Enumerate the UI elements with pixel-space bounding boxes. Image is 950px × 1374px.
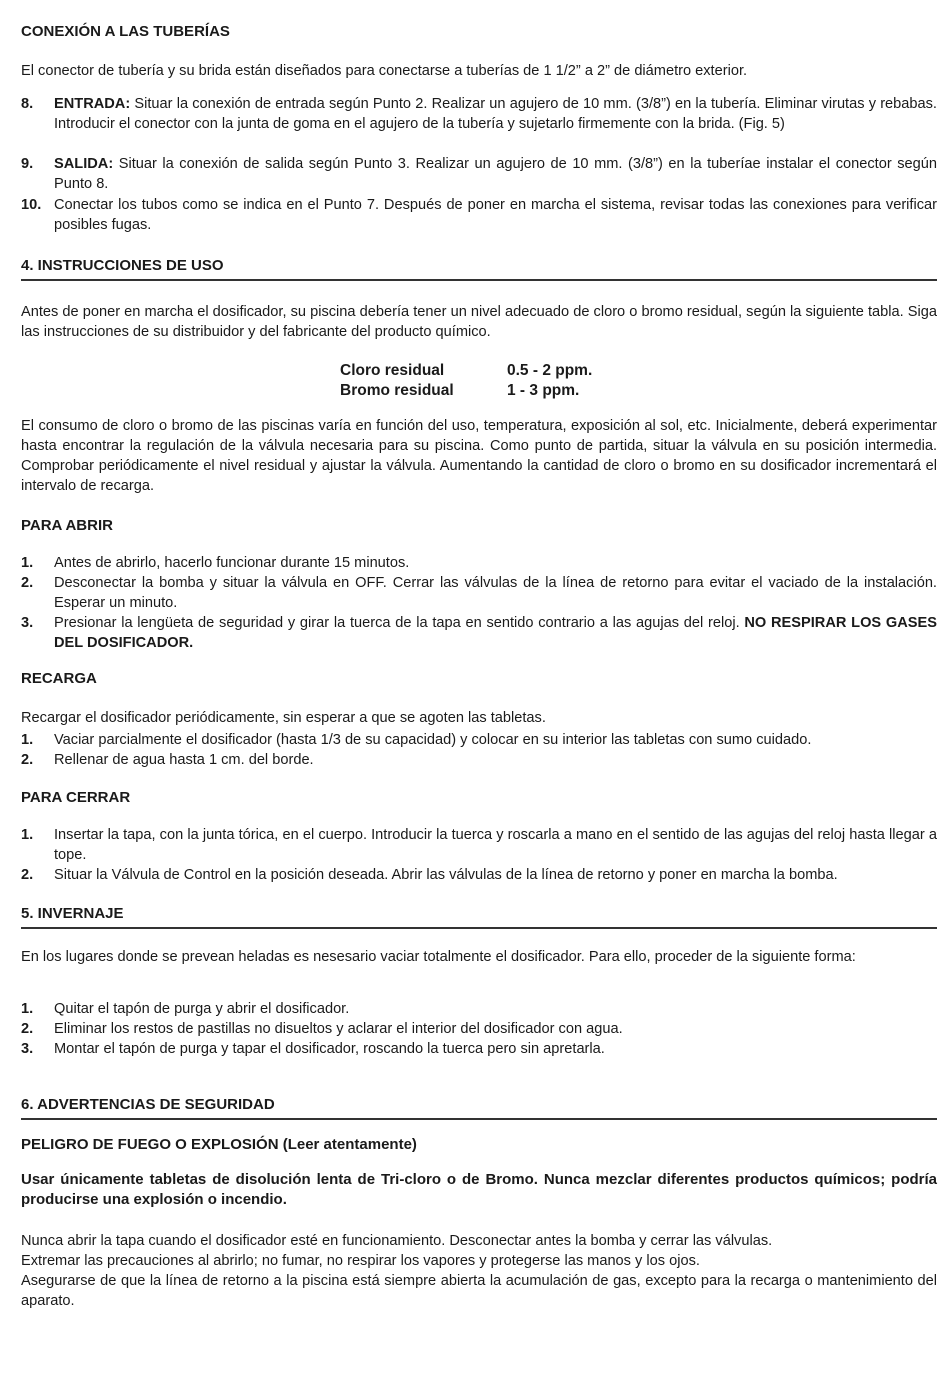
item-text: Desconectar la bomba y situar la válvula en OFF. Cerrar las válvulas de la línea de retorno para evitar el vaciado de la instalación. Esperar un minuto. — [54, 575, 937, 611]
item-number: 3. — [21, 1041, 34, 1057]
list-item — [21, 865, 937, 885]
list-item — [21, 1039, 937, 1059]
safety-line: Extremar las precauciones al abrirlo; no fumar, no respirar los vapores y protegerse las manos y los ojos. — [21, 1253, 700, 1269]
subheading-cerrar: PARA CERRAR — [21, 789, 131, 806]
subheading-abrir: PARA ABRIR — [21, 517, 113, 534]
item-label: SALIDA: — [54, 156, 114, 172]
table-label: Cloro residual — [340, 362, 445, 379]
list-item — [21, 195, 937, 235]
item-text: Rellenar de agua hasta 1 cm. del borde. — [54, 752, 314, 768]
table-label: Bromo residual — [340, 382, 454, 399]
list-item — [21, 553, 937, 573]
section-heading-uso: 4. INSTRUCCIONES DE USO — [21, 256, 937, 281]
safety-line: Nunca abrir la tapa cuando el dosificador esté en funcionamiento. Desconectar antes la bomba y cerrar las válvulas. — [21, 1233, 773, 1249]
item-number: 1. — [21, 1001, 34, 1017]
safety-warning: Usar únicamente tabletas de disolución lenta de Tri-cloro o de Bromo. Nunca mezclar diferentes productos químicos; podría producirse una explosión o incendio. — [21, 1171, 937, 1208]
list-item — [21, 154, 937, 194]
list-item — [21, 750, 937, 770]
subheading-peligro: PELIGRO DE FUEGO O EXPLOSIÓN (Leer atentamente) — [21, 1136, 417, 1153]
subheading-recarga: RECARGA — [21, 670, 97, 687]
table-value: 0.5 - 2 ppm. — [507, 362, 593, 379]
table-row — [340, 381, 592, 401]
uso-paragraph: El consumo de cloro o bromo de las piscinas varía en función del uso, temperatura, exposición al sol, etc. Inicialmente, deberá experimentar hasta encontrar la regulación de la válvula necesaria para su piscina. Como punto de partida, situar la válvula en su posición intermedia. Comprobar periódicamente el nivel residual y ajustar la válvula. Aumentando la cantidad de cloro o bromo en su dosificador incrementará el intervalo de recarga. — [21, 418, 937, 494]
item-text: Insertar la tapa, con la junta tórica, en el cuerpo. Introducir la tuerca y roscarla a mano en el sentido de las agujas del reloj hasta llegar a tope. — [54, 827, 937, 863]
item-number: 9. — [21, 156, 34, 172]
residual-table — [340, 361, 592, 401]
item-warning: NO RESPIRAR LOS GASES DEL DOSIFICADOR. — [54, 615, 938, 651]
list-item — [21, 613, 937, 653]
item-number: 1. — [21, 827, 34, 843]
item-text: Eliminar los restos de pastillas no disueltos y aclarar el interior del dosificador con agua. — [54, 1021, 623, 1037]
item-number: 3. — [21, 615, 34, 631]
item-number: 2. — [21, 867, 34, 883]
item-text: Quitar el tapón de purga y abrir el dosificador. — [54, 1001, 350, 1017]
item-label: ENTRADA: — [54, 96, 131, 112]
list-item — [21, 825, 937, 865]
section-heading-invernaje: 5. INVERNAJE — [21, 904, 937, 929]
safety-line: Asegurarse de que la línea de retorno a la piscina está siempre abierta la acumulación de gas, excepto para la recarga o mantenimiento del aparato. — [21, 1273, 937, 1309]
conexion-intro: El conector de tubería y su brida están diseñados para conectarse a tuberías de 1 1/2” a 2” de diámetro exterior. — [21, 63, 748, 79]
table-value: 1 - 3 ppm. — [507, 382, 580, 399]
item-text: Conectar los tubos como se indica en el Punto 7. Después de poner en marcha el sistema, revisar todas las conexiones para verificar posibles fugas. — [54, 197, 937, 233]
item-text: Vaciar parcialmente el dosificador (hasta 1/3 de su capacidad) y colocar en su interior las tabletas con sumo cuidado. — [54, 732, 812, 748]
list-item — [21, 1019, 937, 1039]
item-number: 2. — [21, 1021, 34, 1037]
list-item — [21, 94, 937, 134]
item-text: Situar la Válvula de Control en la posición deseada. Abrir las válvulas de la línea de retorno y poner en marcha la bomba. — [54, 867, 838, 883]
item-number: 2. — [21, 752, 34, 768]
item-number: 8. — [21, 96, 34, 112]
section-heading-conexion: CONEXIÓN A LAS TUBERÍAS — [21, 23, 230, 40]
item-text: Montar el tapón de purga y tapar el dosificador, roscando la tuerca pero sin apretarla. — [54, 1041, 605, 1057]
list-item — [21, 573, 937, 613]
item-number: 2. — [21, 575, 34, 591]
item-text: Situar la conexión de entrada según Punto 2. Realizar un agujero de 10 mm. (3/8”) en la tubería. Eliminar virutas y rebabas. Introducir el conector con la junta de goma en el agujero de la tubería y sujetarlo firmemente con la brida. (Fig. 5) — [54, 96, 937, 132]
recarga-intro: Recargar el dosificador periódicamente, sin esperar a que se agoten las tabletas. — [21, 710, 546, 726]
list-item — [21, 730, 937, 750]
section-heading-seguridad: 6. ADVERTENCIAS DE SEGURIDAD — [21, 1095, 937, 1120]
item-number: 10. — [21, 197, 42, 213]
item-text: Presionar la lengüeta de seguridad y girar la tuerca de la tapa en sentido contrario a las agujas del reloj. — [54, 615, 745, 631]
item-number: 1. — [21, 732, 34, 748]
item-number: 1. — [21, 555, 34, 571]
uso-intro: Antes de poner en marcha el dosificador, su piscina debería tener un nivel adecuado de cloro o bromo residual, según la siguiente tabla. Siga las instrucciones de su distribuidor y del fabricante del producto químico. — [21, 304, 937, 340]
item-text: Antes de abrirlo, hacerlo funcionar durante 15 minutos. — [54, 555, 410, 571]
list-item — [21, 999, 937, 1019]
table-row — [340, 361, 592, 381]
item-text: Situar la conexión de salida según Punto 3. Realizar un agujero de 10 mm. (3/8”) en la tuberíae instalar el conector según Punto 8. — [54, 156, 937, 192]
invernaje-intro: En los lugares donde se prevean heladas es nesesario vaciar totalmente el dosificador. Para ello, proceder de la siguiente forma: — [21, 949, 856, 965]
